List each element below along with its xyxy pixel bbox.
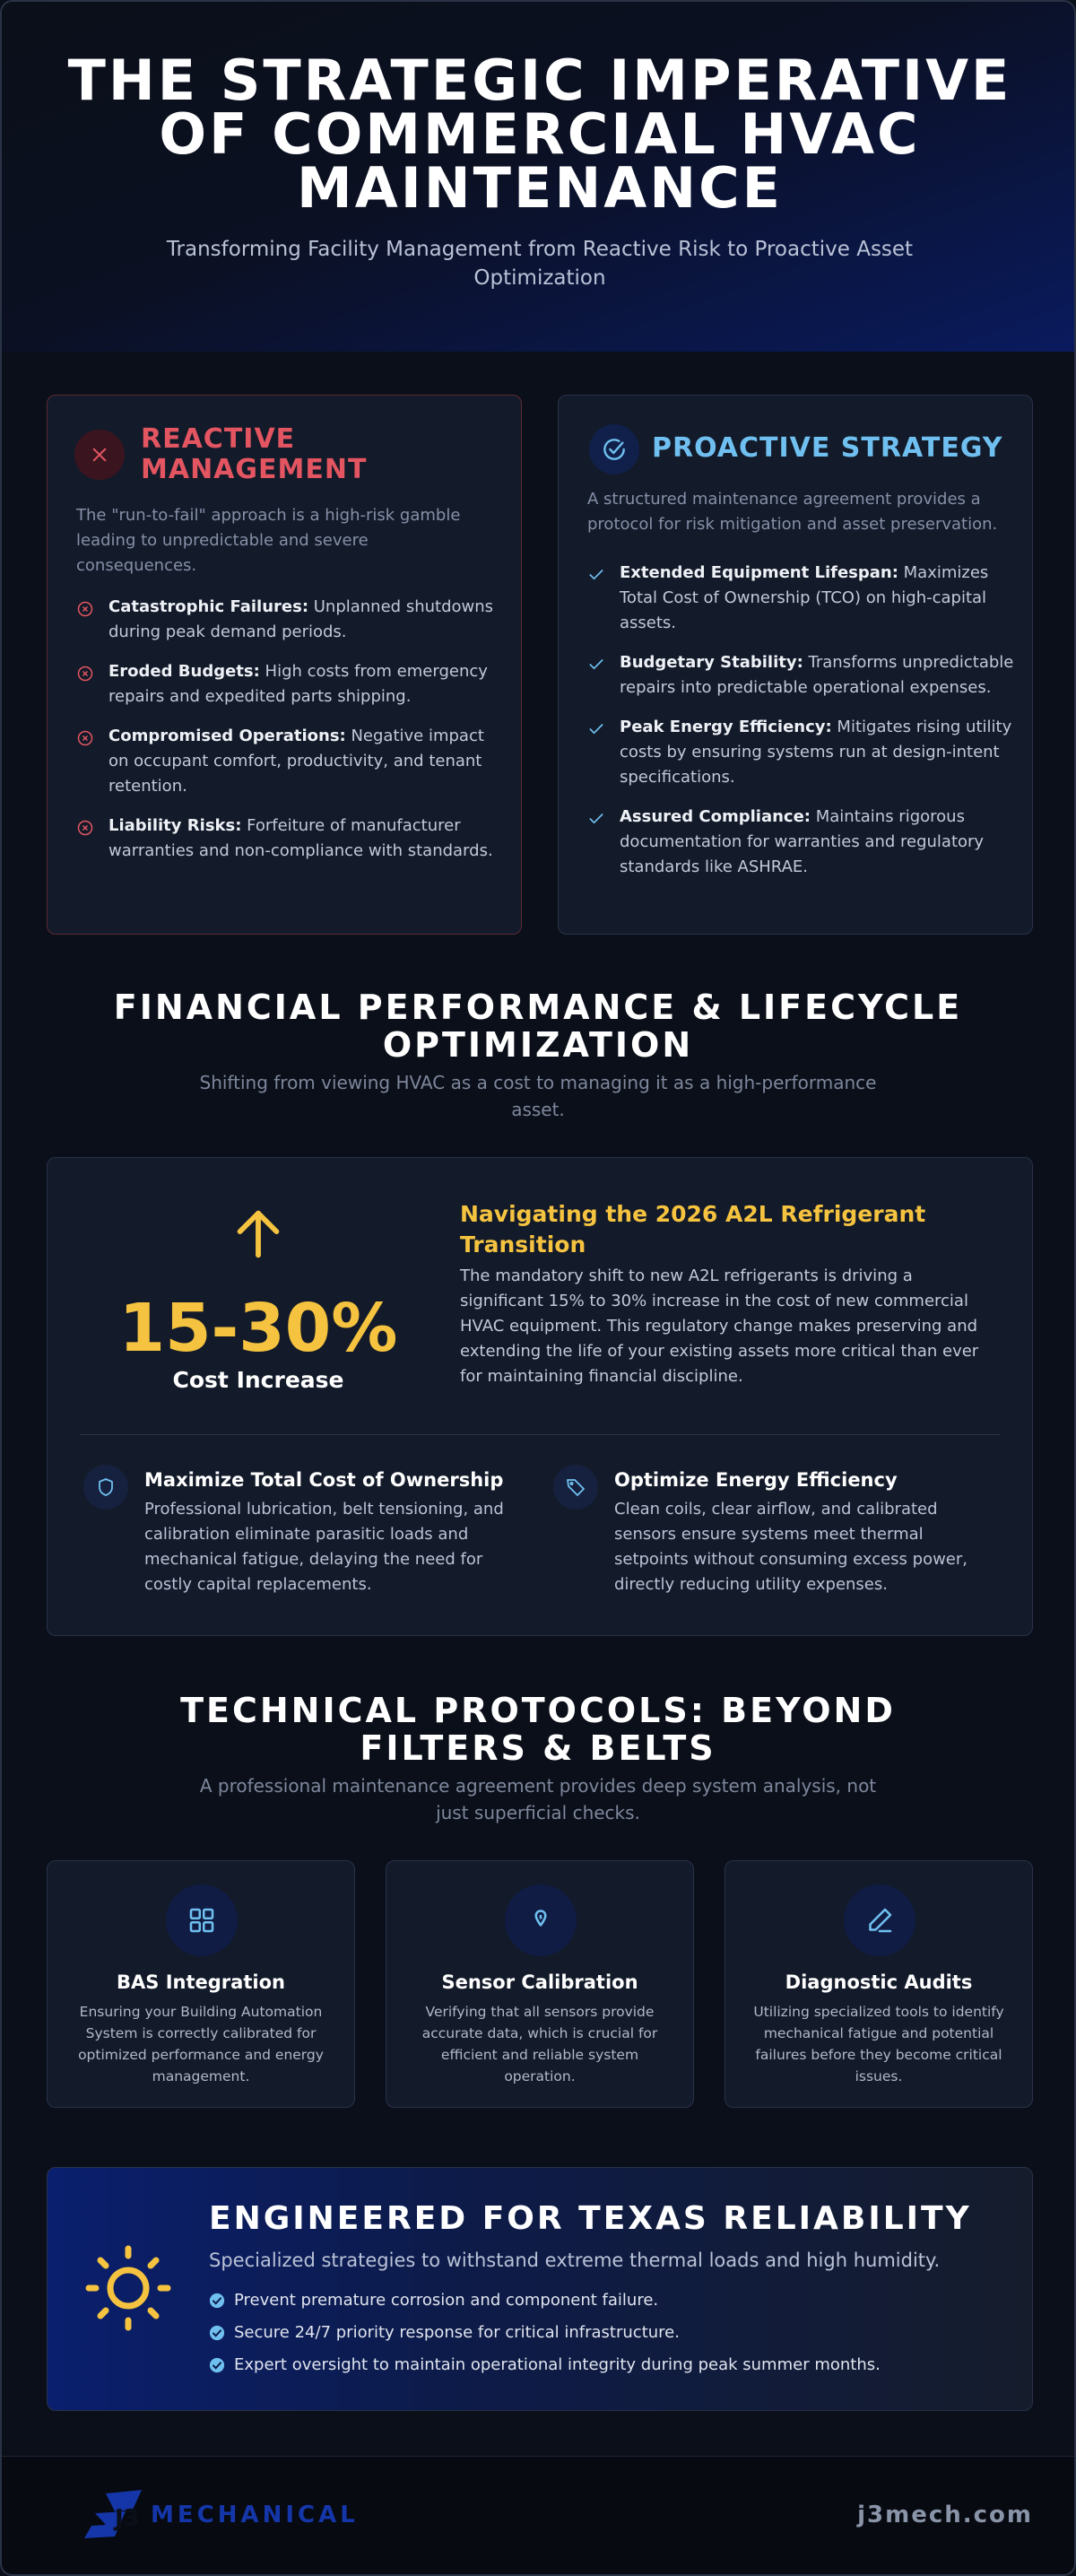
protocol-card-bas: [47, 1860, 355, 2108]
list-item: [76, 659, 498, 709]
arrow-up-icon: [227, 1203, 290, 1266]
tag-icon: [553, 1465, 598, 1510]
protocol-body: Ensuring your Building Automation System is correctly calibrated for optimized performance and energy management.: [78, 2004, 324, 2084]
item-text: High costs from emergency repairs and expedited parts shipping.: [108, 662, 488, 706]
sun-icon: [83, 2243, 173, 2333]
item-text: Expert oversight to maintain operational integrity during peak summer months.: [234, 2355, 881, 2374]
proactive-list: [587, 561, 1014, 894]
item-text: Forfeiture of manufacturer warranties and non-compliance with standards.: [108, 816, 493, 860]
hero-header: [2, 2, 1076, 352]
protocol-card-sensor: [386, 1860, 694, 2108]
list-item: [587, 715, 1014, 790]
item-text: Prevent premature corrosion and component failure.: [234, 2291, 659, 2310]
item-text: Maintains rigorous documentation for warranties and regulatory standards like ASHRAE.: [620, 807, 985, 876]
refrigerant-transition-title: Navigating the 2026 A2L Refrigerant Transition: [460, 1201, 926, 1258]
website-link[interactable]: j3mech.com: [857, 2502, 1033, 2528]
logo-mark-text: J3: [115, 2505, 140, 2532]
list-item: [209, 2349, 881, 2381]
proactive-intro: A structured maintenance agreement provides a protocol for risk mitigation and asset preservation.: [587, 490, 998, 534]
check-badge-icon: [209, 2325, 225, 2341]
protocol-body: Verifying that all sensors provide accurate data, which is crucial for efficient and reliable system operation.: [421, 2004, 658, 2084]
cost-increase-stat: 15-30%: [118, 1290, 398, 1367]
company-logo[interactable]: [79, 2484, 359, 2546]
protocol-card-diagnostic: [725, 1860, 1033, 2108]
reactive-management-card: [47, 395, 522, 935]
item-text: Transforms unpredictable repairs into predictable operational expenses.: [620, 653, 1014, 697]
item-text: Unplanned shutdowns during peak demand periods.: [108, 597, 494, 641]
checkmark-icon: [587, 656, 605, 674]
reactive-intro: The "run-to-fail" approach is a high-risk gamble leading to unpredictable and severe consequences.: [76, 506, 461, 575]
item-bold: Assured Compliance:: [620, 807, 811, 826]
cost-increase-label: Cost Increase: [172, 1367, 344, 1393]
texas-reliability-banner: [47, 2167, 1033, 2411]
checkmark-icon: [587, 720, 605, 738]
refrigerant-transition-body: The mandatory shift to new A2L refrigerants is driving a significant 15% to 30% increase in the cost of new commercial HVAC equipment. This regulatory change makes preserving and extending the life of your existing assets more critical than ever for maintaining financial discipline.: [460, 1266, 979, 1386]
proactive-strategy-card: [558, 395, 1033, 935]
check-circle-icon: [589, 424, 639, 474]
item-bold: Liability Risks:: [108, 816, 242, 835]
footer: [2, 2456, 1076, 2576]
reactive-list: [76, 595, 498, 878]
feature-title: Optimize Energy Efficiency: [614, 1469, 898, 1491]
item-bold: Budgetary Stability:: [620, 653, 803, 672]
texas-list: [209, 2284, 881, 2381]
item-text: Maximizes Total Cost of Ownership (TCO) on high-capital assets.: [620, 563, 989, 632]
page-subtitle: Transforming Facility Management from Reactive Risk to Proactive Asset Optimization: [166, 238, 914, 290]
list-item: [587, 561, 1014, 636]
divider: [80, 1434, 1000, 1435]
grid-icon: [166, 1884, 238, 1956]
texas-subtitle: Specialized strategies to withstand extreme thermal loads and high humidity.: [209, 2250, 941, 2271]
list-item: [76, 814, 498, 864]
item-bold: Peak Energy Efficiency:: [620, 718, 832, 736]
x-circle-icon: [76, 819, 94, 837]
item-text: Secure 24/7 priority response for critical infrastructure.: [234, 2323, 680, 2342]
reactive-title: REACTIVE MANAGEMENT: [141, 423, 368, 485]
proactive-title: PROACTIVE STRATEGY: [652, 432, 1003, 464]
list-item: [76, 595, 498, 645]
list-item: [209, 2284, 881, 2317]
feature-title: Maximize Total Cost of Ownership: [144, 1469, 504, 1491]
logo-text: MECHANICAL: [151, 2502, 359, 2528]
x-circle-icon: [76, 729, 94, 747]
item-bold: Compromised Operations:: [108, 727, 346, 745]
checkmark-icon: [587, 810, 605, 828]
shield-icon: [83, 1465, 128, 1510]
item-text: Mitigates rising utility costs by ensuring systems run at design-intent specifications.: [620, 718, 1012, 787]
page-title: THE STRATEGIC IMPERATIVE OF COMMERCIAL HVAC MAINTENANCE: [67, 48, 1012, 221]
x-circle-icon: [76, 600, 94, 618]
financial-section-subtitle: Shifting from viewing HVAC as a cost to managing it as a high-performance asset.: [199, 1072, 877, 1120]
sensor-icon: [505, 1884, 577, 1956]
list-item: [76, 724, 498, 799]
list-item: [209, 2317, 881, 2349]
item-bold: Eroded Budgets:: [108, 662, 260, 681]
technical-section-title: TECHNICAL PROTOCOLS: BEYOND FILTERS & BELTS: [180, 1691, 896, 1768]
protocol-title: Diagnostic Audits: [785, 1971, 973, 1993]
protocol-title: BAS Integration: [117, 1971, 285, 1993]
check-badge-icon: [209, 2357, 225, 2373]
item-bold: Extended Equipment Lifespan:: [620, 563, 898, 582]
item-bold: Catastrophic Failures:: [108, 597, 309, 616]
protocol-title: Sensor Calibration: [441, 1971, 638, 1993]
list-item: [587, 805, 1014, 880]
protocol-body: Utilizing specialized tools to identify mechanical fatigue and potential failures before they become critical issues.: [753, 2004, 1004, 2084]
checkmark-icon: [587, 566, 605, 584]
pen-icon: [844, 1884, 915, 1956]
feature-body: Clean coils, clear airflow, and calibrated sensors ensure systems meet thermal setpoints without consuming excess power, directly reducing utility expenses.: [614, 1500, 968, 1594]
check-badge-icon: [209, 2293, 225, 2309]
texas-title: ENGINEERED FOR TEXAS RELIABILITY: [209, 2200, 972, 2237]
x-circle-icon: [74, 430, 125, 480]
x-circle-icon: [76, 665, 94, 683]
financial-card: [47, 1157, 1033, 1636]
item-text: Negative impact on occupant comfort, productivity, and tenant retention.: [108, 727, 484, 796]
feature-body: Professional lubrication, belt tensioning, and calibration eliminate parasitic loads and mechanical fatigue, delaying the need for costly capital replacements.: [144, 1500, 504, 1594]
financial-section-title: FINANCIAL PERFORMANCE & LIFECYCLE OPTIMIZATION: [113, 988, 963, 1065]
list-item: [587, 650, 1014, 701]
technical-section-subtitle: A professional maintenance agreement provides deep system analysis, not just superficial checks.: [199, 1775, 877, 1823]
logo-mark-icon: [79, 2486, 147, 2544]
